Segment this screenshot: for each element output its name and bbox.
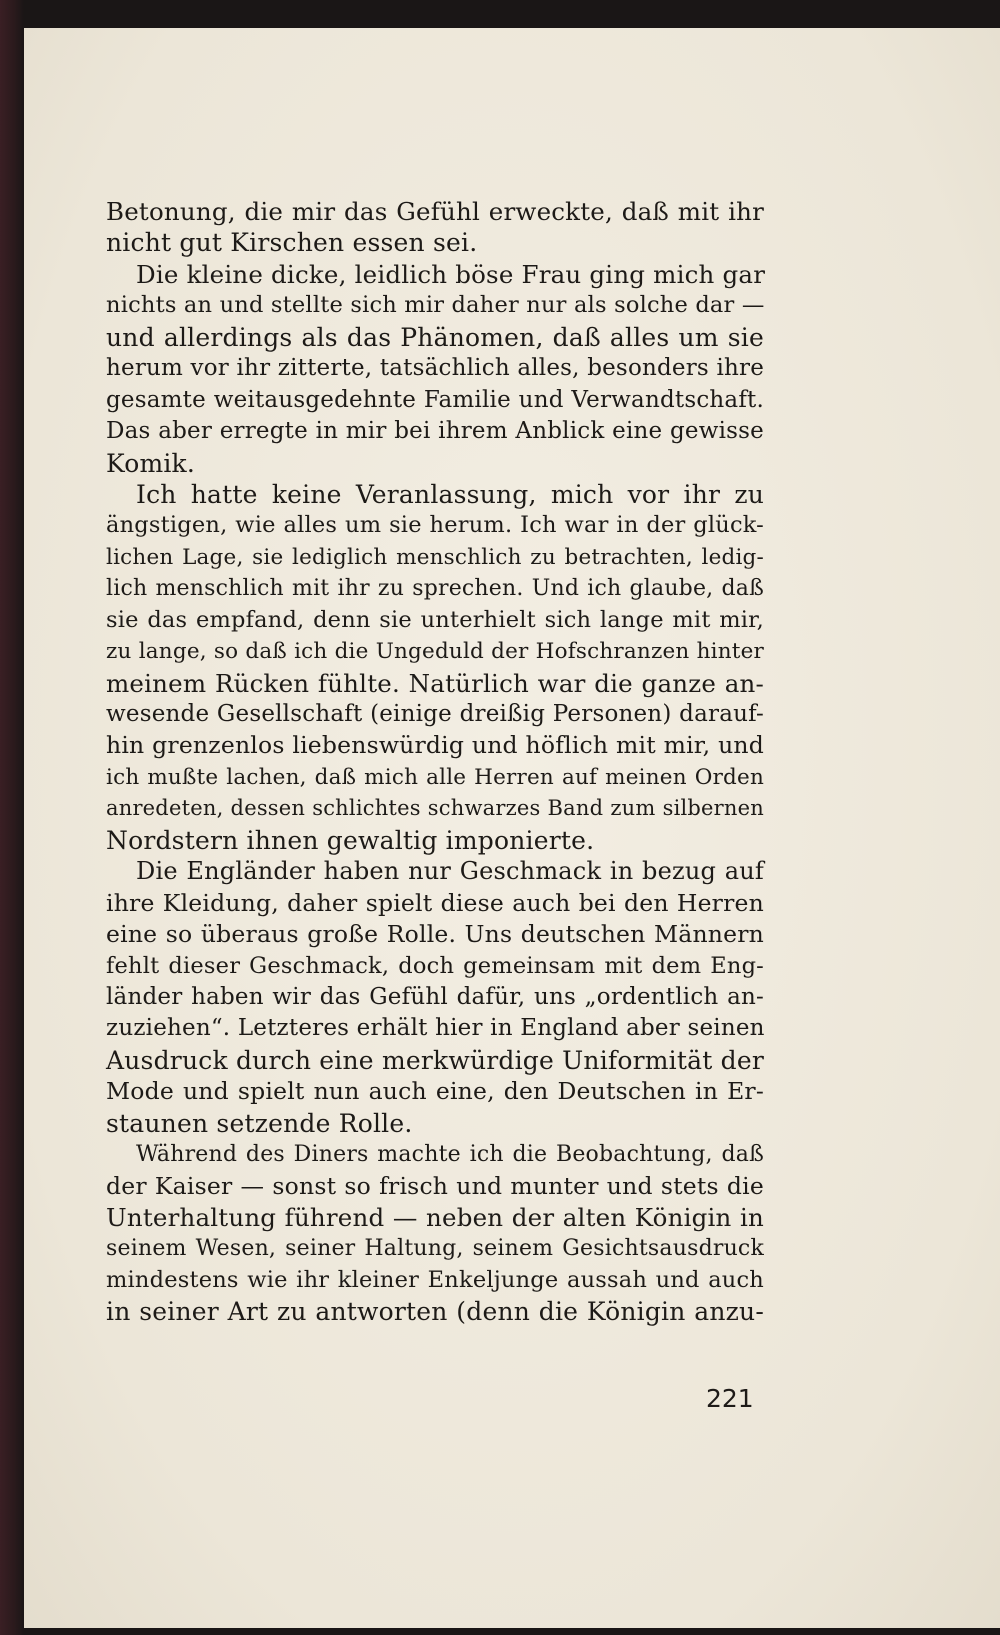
text-line: ihre Kleidung, daher spielt diese auch bei den Herren [106,888,764,917]
text-line: fehlt dieser Geschmack, doch gemeinsam mit dem Eng- [106,952,764,979]
text-line: Ich hatte keine Veranlassung, mich vor ihr zu [136,479,764,509]
text-line: länder haben wir das Gefühl dafür, uns „ordentlich an- [106,983,764,1010]
text-line: ängstigen, wie alles um sie herum. Ich war in der glück- [106,512,764,539]
text-line: nicht gut Kirschen essen sei. [106,228,478,258]
text-line: seinem Wesen, seiner Haltung, seinem Gesichtsausdruck [106,1236,764,1262]
page-number: 221 [706,1384,754,1413]
text-line: Betonung, die mir das Gefühl erweckte, daß mit ihr [106,197,764,226]
text-line: in seiner Art zu antworten (denn die Königin anzu- [106,1297,764,1327]
text-line: Komik. [106,448,196,478]
text-line: hin grenzenlos liebenswürdig und höflich mit mir, und [106,731,764,760]
text-line: lich menschlich mit ihr zu sprechen. Und ich glaube, daß [106,576,764,602]
book-page [24,28,1000,1628]
text-line: zu lange, so daß ich die Ungeduld der Hofschranzen hinter [106,639,764,665]
text-line: lichen Lage, sie lediglich menschlich zu betrachten, ledig- [106,544,764,570]
text-line: anredeten, dessen schlichtes schwarzes Band zum silbernen [106,796,764,821]
text-line: Mode und spielt nun auch eine, den Deutschen in Er- [106,1077,764,1106]
text-line: Unterhaltung führend — neben der alten Königin in [106,1203,764,1232]
text-line: nichts an und stellte sich mir daher nur als solche dar — [106,292,765,319]
book-spine-edge [0,0,24,1635]
body-text [106,196,764,1328]
text-line: Die Engländer haben nur Geschmack in bezug auf [136,857,764,886]
text-line: Nordstern ihnen gewaltig imponierte. [106,825,595,855]
text-line: zuziehen“. Letzteres erhält hier in England aber seinen [106,1015,765,1042]
text-line: Ausdruck durch eine merkwürdige Uniformität der [106,1045,764,1075]
text-line: eine so überaus große Rolle. Uns deutschen Männern [106,920,764,949]
text-line: Während des Diners machte ich die Beobachtung, daß [136,1142,764,1168]
text-line: sie das empfand, denn sie unterhielt sich lange mit mir, [106,606,764,633]
text-line: der Kaiser — sonst so frisch und munter und stets die [106,1171,764,1200]
text-line: Das aber erregte in mir bei ihrem Anblick eine gewisse [106,418,764,445]
text-line: staunen setzende Rolle. [106,1108,413,1138]
text-line: ich mußte lachen, daß mich alle Herren auf meinen Orden [106,764,764,790]
text-line: wesende Gesellschaft (einige dreißig Personen) darauf- [106,701,764,727]
text-line: gesamte weitausgedehnte Familie und Verwandtschaft. [106,386,764,413]
text-line: mindestens wie ihr kleiner Enkeljunge aussah und auch [106,1266,764,1293]
text-line: meinem Rücken fühlte. Natürlich war die ganze an- [106,668,764,698]
text-line: und allerdings als das Phänomen, daß alles um sie [106,322,764,352]
text-line: Die kleine dicke, leidlich böse Frau ging mich gar [136,259,766,289]
text-line: herum vor ihr zitterte, tatsächlich alles, besonders ihre [106,355,765,382]
